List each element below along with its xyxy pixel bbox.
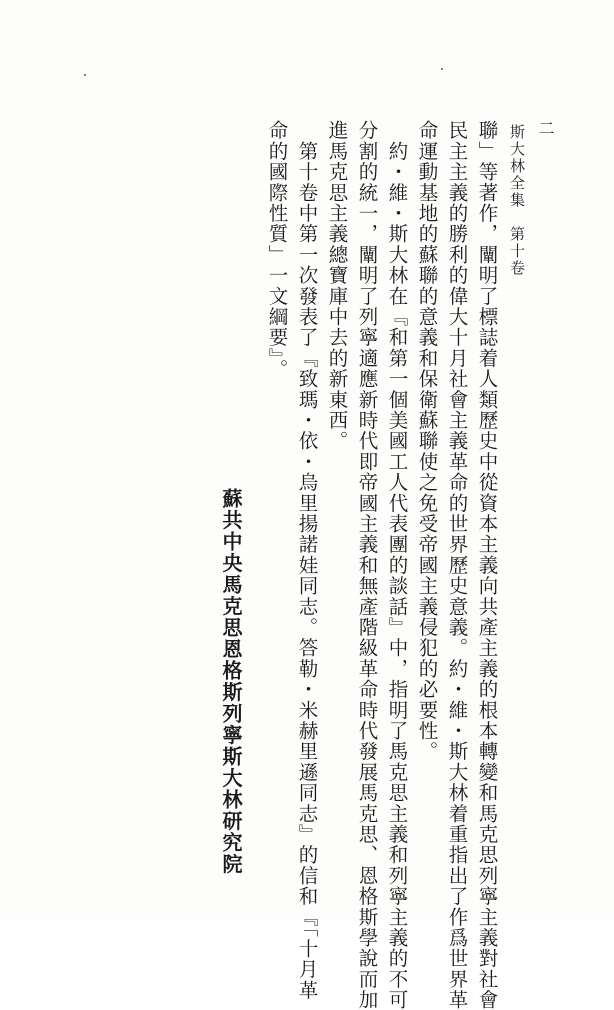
- scan-speck: [441, 68, 443, 70]
- text-column: 聯」等著作，闡明了標誌着人類歷史中從資本主義向共產主義的根本轉變和馬克思列寧主義對社會: [475, 120, 499, 1010]
- text-column: 約・維・斯大林在『和第一個美國工人代表團的談話』中，指明了馬克思主義和列寧主義的不可: [385, 120, 409, 1010]
- text-column: 第十卷中第一次發表了『致瑪・依・烏里揚諾娃同志。答勒・米赫里遜同志』的信和『「十月革: [295, 120, 319, 1001]
- running-header: 斯大林全集 第十卷: [508, 124, 526, 277]
- page-number: 二: [536, 120, 555, 136]
- scan-speck: [84, 74, 86, 76]
- text-column: 民主主義的勝利的偉大十月社會主義革命的世界歷史意義。約・維・斯大林着重指出了作爲世界革: [445, 120, 469, 1010]
- text-column: 進馬克思主義總寶庫中去的新東西。: [325, 120, 349, 452]
- text-column: 命運動基地的蘇聯的意義和保衛蘇聯使之免受帝國主義侵犯的必要性。: [415, 120, 439, 762]
- text-column: 命的國際性質」一文綱要』。: [265, 120, 289, 380]
- signature: 蘇共中央馬克思恩格斯列寧斯大林研究院: [219, 488, 243, 875]
- text-column: 分割的統一，闡明了列寧適應新時代即帝國主義和無產階級革命時代發展馬克思、恩格斯學說而加: [355, 120, 379, 1010]
